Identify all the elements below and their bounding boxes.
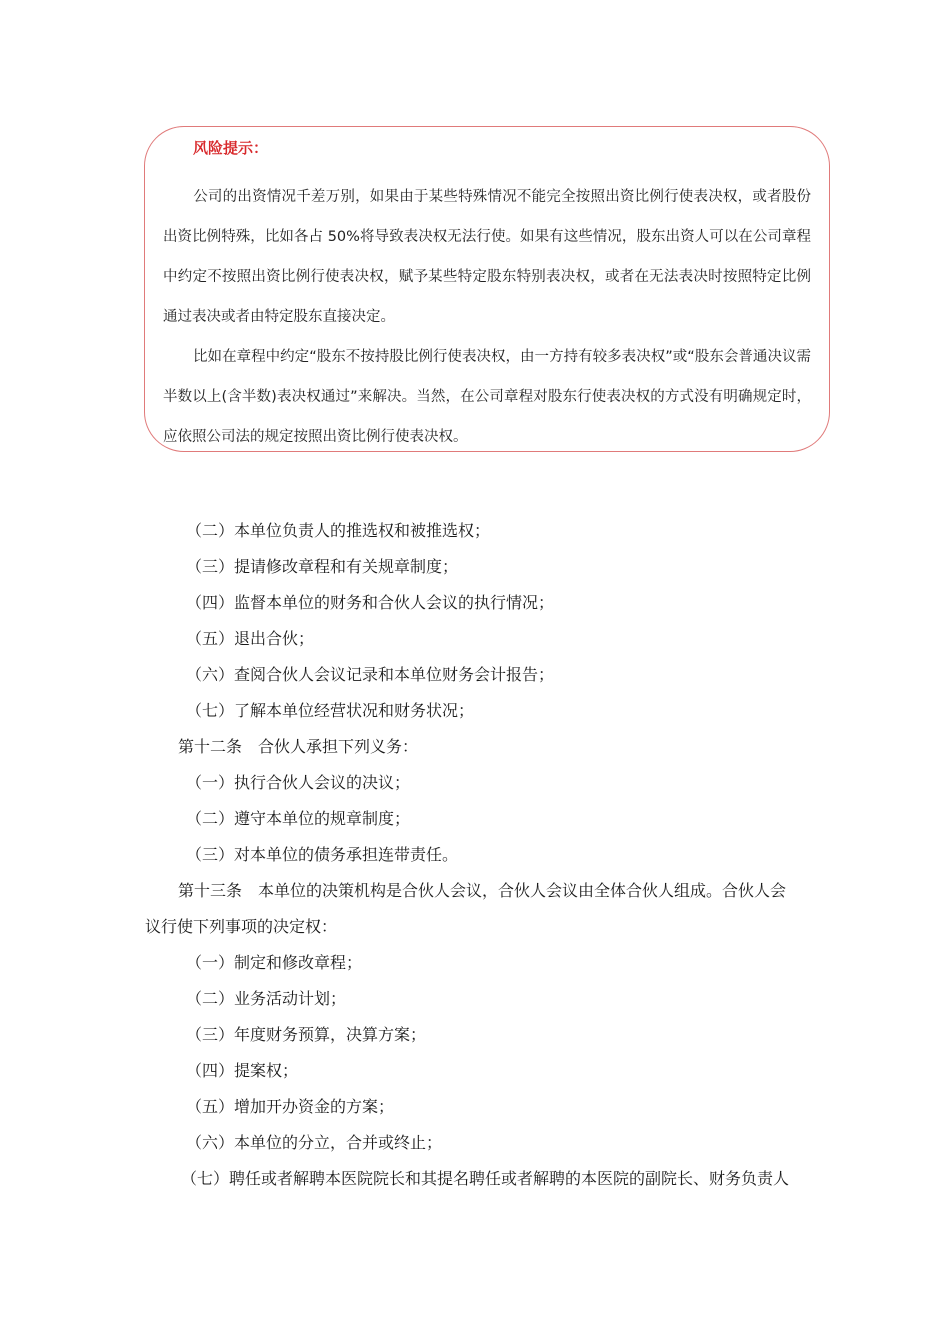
list-item: （四）监督本单位的财务和合伙人会议的执行情况； — [186, 593, 555, 612]
list-item: （六）查阅合伙人会议记录和本单位财务会计报告； — [186, 665, 555, 684]
list-item: （五）增加开办资金的方案； — [186, 1097, 395, 1116]
risk-warning-title: 风险提示： — [193, 139, 269, 157]
list-item: （三）对本单位的债务承担连带责任。 — [186, 845, 459, 864]
list-item: （一）制定和修改章程； — [186, 953, 363, 972]
article-12-heading: 第十二条 合伙人承担下列义务： — [178, 737, 419, 756]
list-item: （三）提请修改章程和有关规章制度； — [186, 557, 459, 576]
risk-warning-paragraph-1 — [163, 177, 811, 337]
risk-warning-paragraph-1-text: 公司的出资情况千差万别，如果由于某些特殊情况不能完全按照出资比例行使表决权，或者股份出资比例特殊，比如各占 50%将导致表决权无法行使。如果有这些情况，股东出资人可以在公司章程中约定不按照出资比例行使表决权，赋予某些特定股东特别表决权，或者在无法表决时按照特定比例通过表决或者由特定股东直接决定。 — [163, 189, 811, 325]
list-item: （五）退出合伙； — [186, 629, 315, 648]
list-item: （七）聘任或者解聘本医院院长和其提名聘任或者解聘的本医院的副院长、财务负责人 — [181, 1169, 790, 1188]
list-item: （二）遵守本单位的规章制度； — [186, 809, 411, 828]
list-item: （二）业务活动计划； — [186, 989, 347, 1008]
list-item: （七）了解本单位经营状况和财务状况； — [186, 701, 475, 720]
article-13-heading: 第十三条 本单位的决策机构是合伙人会议，合伙人会议由全体合伙人组成。合伙人会 — [178, 881, 787, 900]
list-item: （六）本单位的分立，合并或终止； — [186, 1133, 443, 1152]
list-item: （二）本单位负责人的推选权和被推选权； — [186, 521, 491, 540]
list-item: （一）执行合伙人会议的决议； — [186, 773, 411, 792]
risk-warning-paragraph-2 — [163, 337, 811, 457]
risk-warning-box — [144, 126, 830, 452]
article-13-continuation: 议行使下列事项的决定权： — [145, 917, 338, 936]
risk-warning-paragraph-2-text: 比如在章程中约定“股东不按持股比例行使表决权，由一方持有较多表决权”或“股东会普通决议需半数以上(含半数)表决权通过”来解决。当然，在公司章程对股东行使表决权的方式没有明确规定时，应依照公司法的规定按照出资比例行使表决权。 — [163, 349, 811, 445]
list-item: （三）年度财务预算，决算方案； — [186, 1025, 427, 1044]
list-item: （四）提案权； — [186, 1061, 299, 1080]
document-body — [0, 513, 950, 1197]
